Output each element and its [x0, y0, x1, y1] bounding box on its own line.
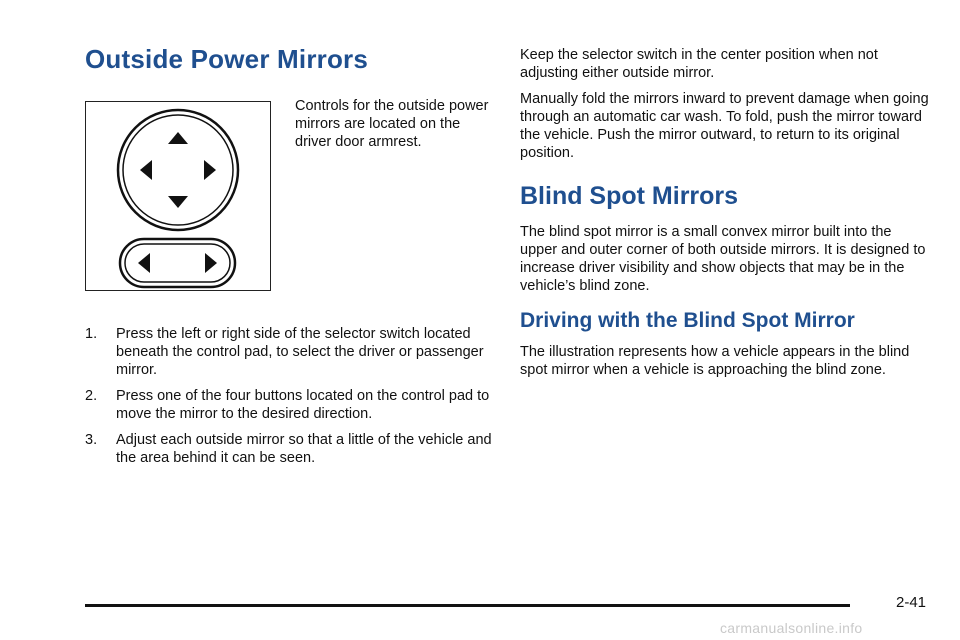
selector-switch-outer — [120, 239, 235, 287]
mirror-control-pad-graphic — [86, 102, 269, 289]
steps-list — [85, 325, 495, 467]
figure-caption: Controls for the outside power mirrors are located on the driver door armrest. — [295, 98, 489, 150]
step-number: 3. — [85, 432, 98, 448]
paragraph-selector-center: Keep the selector switch in the center position when not adjusting either outside mirror. — [520, 47, 878, 81]
up-arrow-icon — [168, 132, 188, 144]
down-arrow-icon — [168, 196, 188, 208]
footer-divider — [85, 604, 850, 607]
control-pad-outer-ring — [118, 110, 238, 230]
selector-left-arrow-icon — [138, 253, 150, 273]
section-title: Blind Spot Mirrors — [520, 182, 739, 210]
step-number: 2. — [85, 388, 98, 404]
control-pad-inner-ring — [123, 115, 233, 225]
step-text: Adjust each outside mirror so that a little of the vehicle and the area behind it can be seen. — [116, 432, 492, 466]
step-text: Press the left or right side of the selector switch located beneath the control pad, to select the driver or passenger mirror. — [116, 326, 484, 378]
right-column — [520, 46, 930, 379]
list-item — [85, 387, 495, 423]
figure-row — [85, 98, 495, 295]
selector-right-arrow-icon — [205, 253, 217, 273]
paragraph-fold-mirrors: Manually fold the mirrors inward to prevent damage when going through an automatic car wash. To fold, push the mirror toward the vehicle. Push the mirror outward, to return to its original position. — [520, 91, 929, 161]
subsection-title: Driving with the Blind Spot Mirror — [520, 309, 855, 332]
page-number: 2-41 — [896, 594, 927, 611]
mirror-control-illustration — [85, 101, 271, 291]
list-item — [85, 325, 495, 379]
left-arrow-icon — [140, 160, 152, 180]
paragraph-illustration: The illustration represents how a vehicle appears in the blind spot mirror when a vehicle is approaching the blind zone. — [520, 344, 910, 378]
right-arrow-icon — [204, 160, 216, 180]
list-item — [85, 431, 495, 467]
paragraph-blind-spot: The blind spot mirror is a small convex mirror built into the upper and outer corner of both outside mirrors. It is designed to increase driver visibility and show objects that may be in the vehicle’s blind zone. — [520, 224, 926, 294]
watermark: carmanualsonline.info — [720, 620, 863, 636]
left-column — [85, 44, 495, 475]
step-number: 1. — [85, 326, 98, 342]
step-text: Press one of the four buttons located on the control pad to move the mirror to the desired direction. — [116, 388, 490, 422]
page-title: Outside Power Mirrors — [85, 44, 369, 74]
